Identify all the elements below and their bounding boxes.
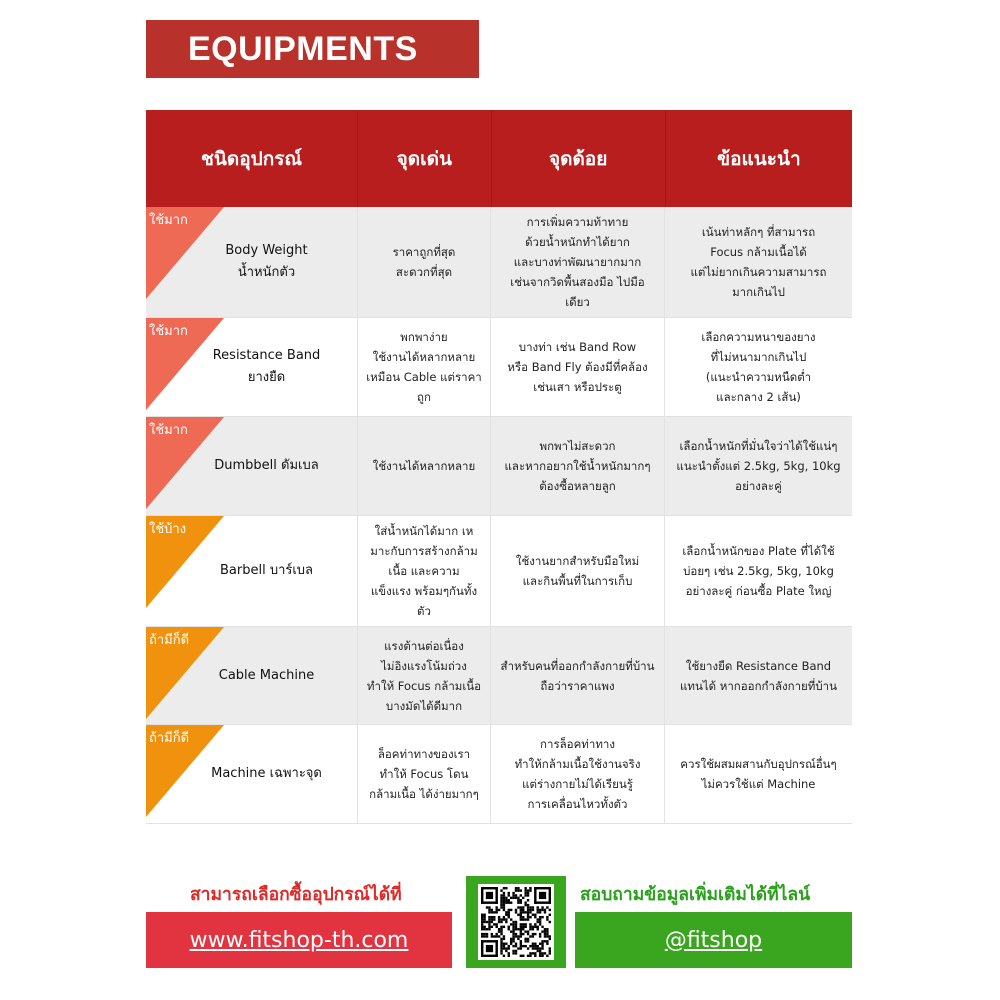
table-row xyxy=(146,725,852,824)
pros-cell-line: แข็งแรง พร้อมๆกันทั้ง xyxy=(370,584,478,598)
header-equipment-type: ชนิดอุปกรณ์ xyxy=(146,110,358,207)
cons-cell-line: และกินพื้นที่ในการเก็บ xyxy=(522,574,633,588)
tips-cell-line: แนะนำตั้งแต่ 2.5kg, 5kg, 10kg xyxy=(676,459,841,473)
tips-cell xyxy=(665,627,852,724)
usage-tag: ถ้ามีก็ดี xyxy=(149,731,190,746)
equipment-name xyxy=(181,763,322,785)
equipment-name-line: Dumbbell ดัมเบล xyxy=(214,458,319,473)
header-pros: จุดเด่น xyxy=(358,110,491,207)
equipment-table xyxy=(146,110,852,824)
pros-cell xyxy=(358,318,491,416)
shop-link-box[interactable] xyxy=(146,912,452,968)
cons-cell-line: การเคลื่อนไหวทั้งตัว xyxy=(527,797,628,811)
cons-cell xyxy=(491,318,665,416)
cons-cell-line: เช่นจากวิดพื้นสองมือ ไปมือ xyxy=(510,275,645,289)
equipment-name-line: Machine เฉพาะจุด xyxy=(211,766,322,781)
table-row xyxy=(146,417,852,516)
cons-cell-line: สำหรับคนที่ออกกำลังกายที่บ้าน xyxy=(500,658,655,673)
equipment-name-line: ยางยืด xyxy=(247,370,286,385)
title-banner xyxy=(146,20,479,78)
pros-cell-line: เนื้อ และความ xyxy=(388,564,460,578)
table-header xyxy=(146,110,852,207)
pros-cell-line: กล้ามเนื้อ ได้ง่ายมากๆ xyxy=(369,787,479,801)
tips-cell-line: แทนได้ หากออกกำลังกายที่บ้าน xyxy=(680,678,837,693)
usage-tag: ใช้มาก xyxy=(149,324,188,339)
tips-cell-line: Focus กล้ามเนื้อได้ xyxy=(710,245,807,259)
table-row xyxy=(146,207,852,318)
equipment-name xyxy=(184,455,318,477)
equipment-name-line: Barbell บาร์เบล xyxy=(219,563,314,578)
equipment-name xyxy=(189,665,314,687)
tips-cell-line: เลือกความหนาของยาง xyxy=(701,330,816,344)
pros-cell-line: บางมัดได้ดีมาก xyxy=(385,698,463,713)
tips-cell xyxy=(665,725,852,823)
cons-cell-line: พกพาไม่สะดวก xyxy=(539,439,616,453)
tips-cell-line: (แนะนำความหนืดต่ำ xyxy=(705,370,812,384)
header-tips: ข้อแนะนำ xyxy=(717,147,801,170)
tips-cell-line: ใช้ยางยืด Resistance Band xyxy=(685,658,832,673)
tips-cell-line: เลือกน้ำหนักที่มั่นใจว่าได้ใช้แน่ๆ xyxy=(679,439,838,453)
shop-link[interactable]: www.fitshop-th.com xyxy=(189,927,409,953)
tips-cell-line: มากเกินไป xyxy=(732,285,785,299)
table-row xyxy=(146,318,852,417)
cons-cell xyxy=(491,725,665,823)
equipment-name xyxy=(183,345,321,389)
pros-cell-line: ล็อคท่าทางของเรา xyxy=(377,747,471,761)
cons-cell-line: และหากอยากใช้น้ำหนักมากๆ xyxy=(504,459,651,473)
cons-cell-line: และบางท่าพัฒนายากมาก xyxy=(513,255,642,269)
pros-cell xyxy=(358,627,491,724)
cons-cell-line: ด้วยน้ำหนักทำได้ยาก xyxy=(525,235,630,249)
line-link[interactable]: @fitshop xyxy=(664,927,763,953)
qr-code-frame xyxy=(466,876,566,968)
cons-cell-line: ทำให้กล้ามเนื้อใช้งานจริง xyxy=(514,757,641,771)
tips-cell-line: เลือกน้ำหนักของ Plate ที่ได้ใช้ xyxy=(682,544,835,558)
cons-cell-line: ใช้งานยากสำหรับมือใหม่ xyxy=(515,554,640,568)
qr-code-graphic xyxy=(481,887,551,957)
qr-code-icon[interactable] xyxy=(478,884,554,960)
usage-tag: ถ้ามีก็ดี xyxy=(149,633,190,648)
pros-cell xyxy=(358,516,491,626)
tips-cell-line: ควรใช้ผสมผสานกับอุปกรณ์อื่นๆ xyxy=(680,757,837,771)
pros-cell-line: ราคาถูกที่สุด xyxy=(392,245,456,259)
pros-cell-line: เหมือน Cable แต่ราคา xyxy=(366,370,482,384)
pros-cell xyxy=(358,417,491,515)
cons-cell xyxy=(491,516,665,626)
line-caption: สอบถามข้อมูลเพิ่มเติมได้ที่ไลน์ xyxy=(580,885,811,905)
tips-cell-line: และกลาง 2 เส้น) xyxy=(716,390,801,404)
usage-tag: ใช้บ้าง xyxy=(149,522,187,537)
usage-tag: ใช้มาก xyxy=(149,213,188,228)
table-row xyxy=(146,516,852,627)
cons-cell-line: แต่ร่างกายไม่ได้เรียนรู้ xyxy=(522,777,633,791)
cons-cell xyxy=(491,627,665,724)
pros-cell xyxy=(358,725,491,823)
pros-cell-line: มาะกับการสร้างกล้าม xyxy=(370,544,478,558)
tips-cell xyxy=(665,207,852,317)
cons-cell-line: การล็อคท่าทาง xyxy=(540,737,615,751)
tips-cell-line: เน้นท่าหลักๆ ที่สามารถ xyxy=(701,225,816,239)
tips-cell-line: ไม่ควรใช้แต่ Machine xyxy=(701,777,816,791)
equipment-name-line: น้ำหนักตัว xyxy=(237,265,296,280)
equipment-name-cell xyxy=(146,318,358,416)
pros-cell-line: ใส่น้ำหนักได้มาก เห xyxy=(374,524,474,538)
tips-cell-line: อย่างละคู่ ก่อนซื้อ Plate ใหญ่ xyxy=(685,584,832,598)
cons-cell-line: เดียว xyxy=(565,295,590,309)
pros-cell-line: ใช้งานได้หลากหลาย xyxy=(372,350,476,364)
equipment-name-cell xyxy=(146,207,358,317)
cons-cell-line: ถือว่าราคาแพง xyxy=(540,678,615,693)
cons-cell-line: หรือ Band Fly ต้องมีที่คล้อง xyxy=(507,360,648,374)
tips-cell-line: บ่อยๆ เช่น 2.5kg, 5kg, 10kg xyxy=(683,564,834,578)
line-link-box[interactable] xyxy=(575,912,852,968)
pros-cell-line: พกพาง่าย xyxy=(400,330,448,344)
page-title: EQUIPMENTS xyxy=(188,29,418,68)
pros-cell-line: แรงต้านต่อเนื่อง xyxy=(384,638,464,653)
pros-cell-line: สะดวกที่สุด xyxy=(395,265,453,279)
equipment-name-cell xyxy=(146,627,358,724)
cons-cell-line: เช่นเสา หรือประตู xyxy=(533,380,622,394)
pros-cell xyxy=(358,207,491,317)
table-row xyxy=(146,627,852,725)
equipment-name xyxy=(190,560,313,582)
tips-cell-line: อย่างละคู่ xyxy=(735,479,782,493)
header-cons: จุดด้อย xyxy=(492,110,666,207)
usage-tag: ใช้มาก xyxy=(149,423,188,438)
equipment-name-cell xyxy=(146,417,358,515)
pros-cell-line: ใช้งานได้หลากหลาย xyxy=(372,459,476,473)
pros-cell-line: ทำให้ Focus กล้ามเนื้อ xyxy=(366,678,482,693)
tips-cell-line: แต่ไม่ยากเกินความสามารถ xyxy=(690,265,827,279)
equipment-name-cell xyxy=(146,516,358,626)
pros-cell-line: ทำให้ Focus โดน xyxy=(379,767,469,781)
cons-cell-line: ต้องซื้อหลายลูก xyxy=(539,479,616,493)
cons-cell-line: บางท่า เช่น Band Row xyxy=(518,340,637,354)
equipment-name-cell xyxy=(146,725,358,823)
tips-cell xyxy=(665,417,852,515)
equipment-name-line: Resistance Band xyxy=(212,348,321,363)
equipment-name-line: Cable Machine xyxy=(218,667,315,683)
tips-cell xyxy=(665,318,852,416)
pros-cell-line: ไม่อิงแรงโน้มถ่วง xyxy=(381,658,467,673)
cons-cell xyxy=(491,417,665,515)
shop-caption: สามารถเลือกซื้ออุปกรณ์ได้ที่ xyxy=(190,885,402,905)
equipment-name-line: Body Weight xyxy=(225,243,308,258)
cons-cell-line: การเพิ่มความท้าทาย xyxy=(526,215,629,229)
pros-cell-line: ถูก xyxy=(417,390,431,404)
tips-cell-line: ที่ไม่หนามากเกินไป xyxy=(710,350,807,364)
equipment-name xyxy=(195,240,307,284)
pros-cell-line: ตัว xyxy=(417,604,431,618)
table-body xyxy=(146,207,852,824)
tips-cell xyxy=(665,516,852,626)
cons-cell xyxy=(491,207,665,317)
